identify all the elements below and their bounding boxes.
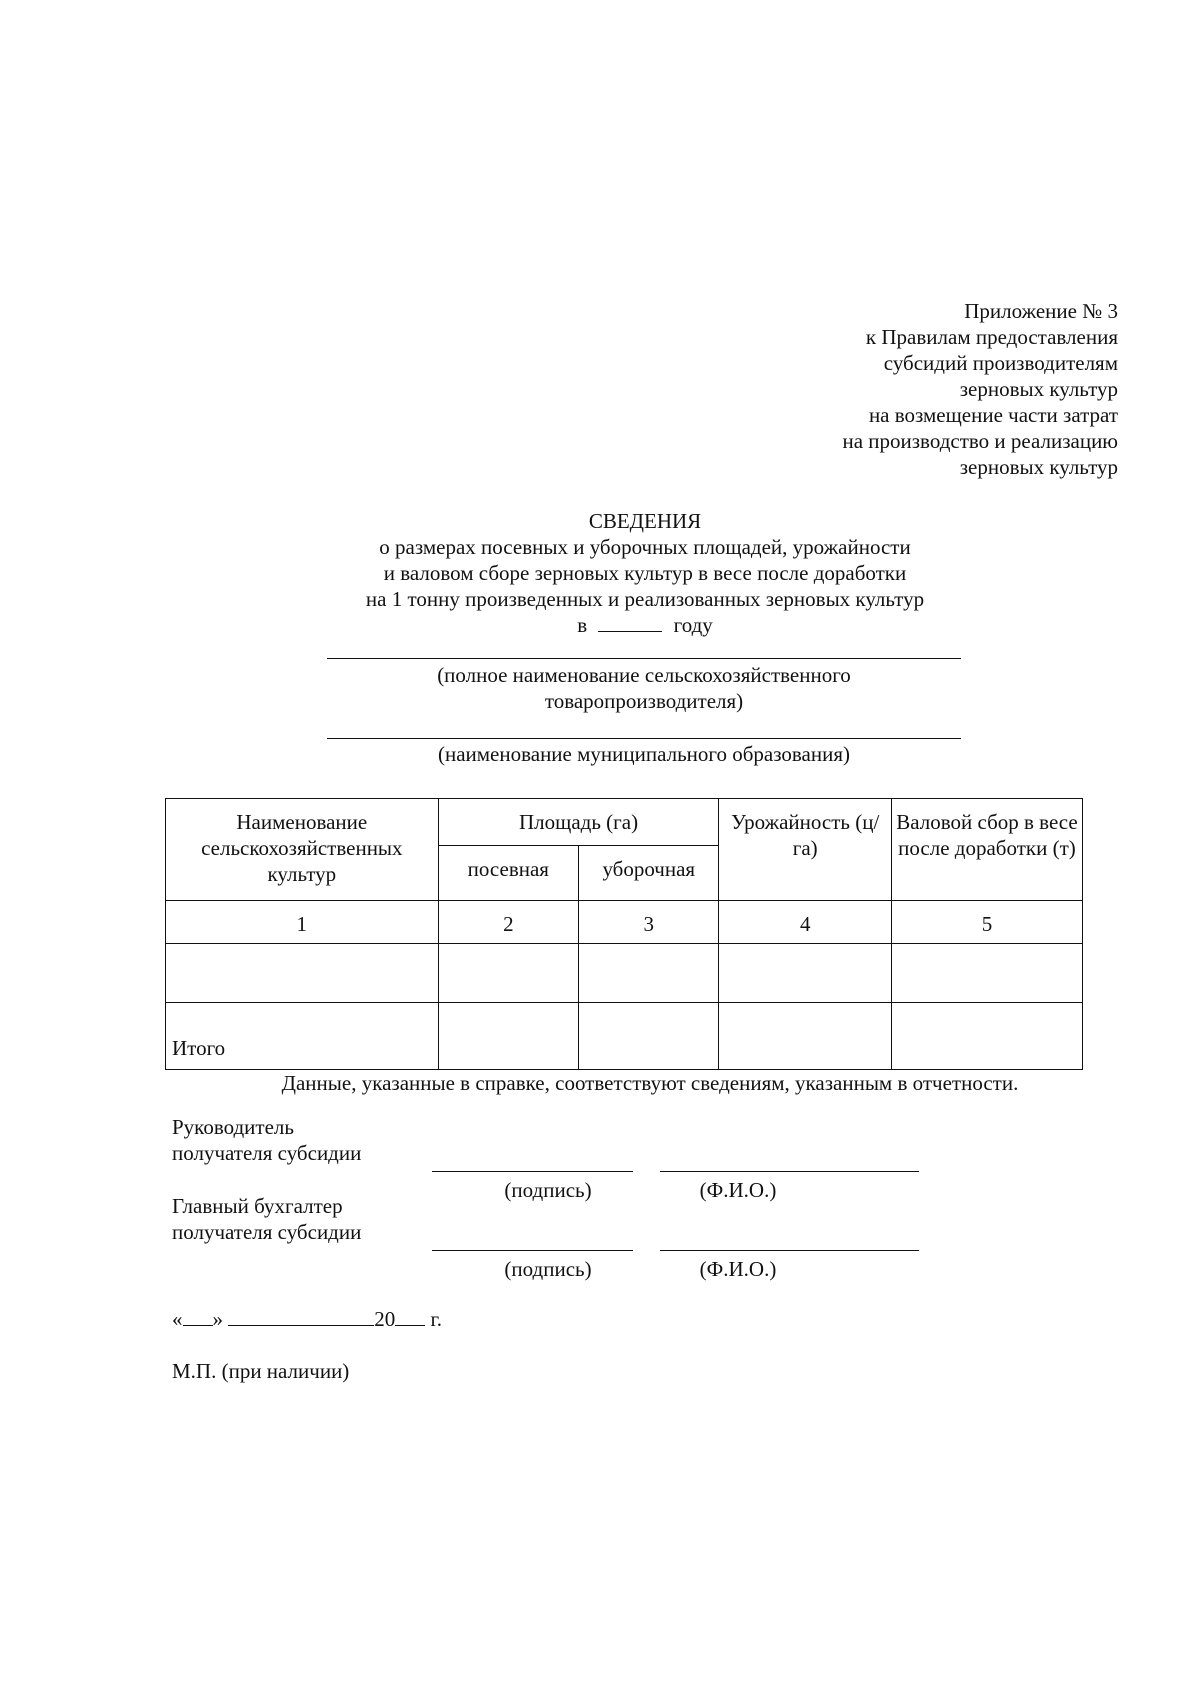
date-year-suffix: г. [430, 1307, 442, 1331]
cell-crop-name[interactable] [166, 944, 439, 1003]
header-area-harvested: уборочная [579, 846, 719, 901]
accountant-signature-line[interactable] [432, 1250, 633, 1251]
header-crop-name: Наименование сельскохозяйственных культур [166, 799, 439, 901]
date-open-quote: « [172, 1307, 183, 1331]
header-yield: Урожайность (ц/га) [719, 799, 891, 901]
column-number: 4 [719, 901, 891, 944]
accountant-label [172, 1193, 361, 1245]
date-line [172, 1306, 442, 1332]
year-suffix: году [673, 613, 713, 637]
column-number-row [166, 901, 1083, 944]
municipality-name-line[interactable] [327, 738, 961, 739]
appendix-line: зерновых культур [959, 377, 1118, 401]
total-label: Итого [166, 1003, 439, 1070]
accountant-label-line: получателя субсидии [172, 1220, 362, 1244]
producer-name-line[interactable] [327, 658, 961, 659]
producer-caption [327, 662, 961, 714]
title-line: на 1 тонну произведенных и реализованных зерновых культур [365, 587, 925, 611]
date-year-prefix: 20 [374, 1307, 396, 1331]
title-line: и валовом сборе зерновых культур в весе после доработки [383, 561, 907, 585]
crops-table [165, 798, 1083, 1070]
cell-gross-harvest[interactable] [891, 944, 1082, 1003]
cell-area-harvested[interactable] [579, 944, 719, 1003]
header-gross-harvest: Валовой сбор в весе после доработки (т) [891, 799, 1082, 901]
title-year-line [0, 612, 1200, 638]
appendix-line: Приложение № 3 [964, 299, 1118, 323]
appendix-line: зерновых культур [959, 455, 1118, 479]
appendix-note [842, 298, 1118, 480]
title-heading: СВЕДЕНИЯ [588, 509, 702, 533]
appendix-line: на возмещение части затрат [868, 403, 1118, 427]
total-row [166, 1003, 1083, 1070]
date-close-quote: » [212, 1307, 223, 1331]
head-name-line[interactable] [660, 1171, 919, 1172]
accountant-name-caption: (Ф.И.О.) [699, 1257, 777, 1281]
year-prefix: в [577, 613, 588, 637]
date-day-field[interactable] [183, 1307, 213, 1326]
column-number: 2 [438, 901, 578, 944]
header-area: Площадь (га) [438, 799, 719, 846]
title-line: о размерах посевных и уборочных площадей, урожайности [379, 535, 911, 559]
header-area-sown: посевная [438, 846, 578, 901]
column-number: 5 [891, 901, 1082, 944]
head-label-line: Руководитель [172, 1115, 294, 1139]
head-signature-caption: (подпись) [504, 1178, 592, 1202]
head-label-line: получателя субсидии [172, 1141, 362, 1165]
date-month-field[interactable] [228, 1307, 374, 1326]
total-yield[interactable] [719, 1003, 891, 1070]
table-row [166, 944, 1083, 1003]
cell-area-sown[interactable] [438, 944, 578, 1003]
confirmation-statement: Данные, указанные в справке, соответствуют сведениям, указанным в отчетности. [281, 1071, 1019, 1095]
appendix-line: на производство и реализацию [842, 429, 1118, 453]
total-area-harvested[interactable] [579, 1003, 719, 1070]
accountant-label-line: Главный бухгалтер [172, 1194, 343, 1218]
date-year-field[interactable] [395, 1307, 425, 1326]
appendix-line: субсидий производителям [883, 351, 1118, 375]
total-area-sown[interactable] [438, 1003, 578, 1070]
head-label [172, 1114, 361, 1166]
head-signature-line[interactable] [432, 1171, 633, 1172]
year-blank-field[interactable] [598, 613, 662, 632]
accountant-signature-caption: (подпись) [504, 1257, 592, 1281]
producer-caption-line: (полное наименование сельскохозяйственного [437, 663, 851, 687]
column-number: 3 [579, 901, 719, 944]
accountant-name-line[interactable] [660, 1250, 919, 1251]
head-name-caption: (Ф.И.О.) [699, 1178, 777, 1202]
stamp-place: М.П. (при наличии) [172, 1359, 350, 1383]
producer-caption-line: товаропроизводителя) [544, 689, 744, 713]
cell-yield[interactable] [719, 944, 891, 1003]
municipality-caption: (наименование муниципального образования) [437, 742, 851, 766]
column-number: 1 [166, 901, 439, 944]
appendix-line: к Правилам предоставления [865, 325, 1118, 349]
document-title [0, 508, 1200, 638]
total-gross-harvest[interactable] [891, 1003, 1082, 1070]
